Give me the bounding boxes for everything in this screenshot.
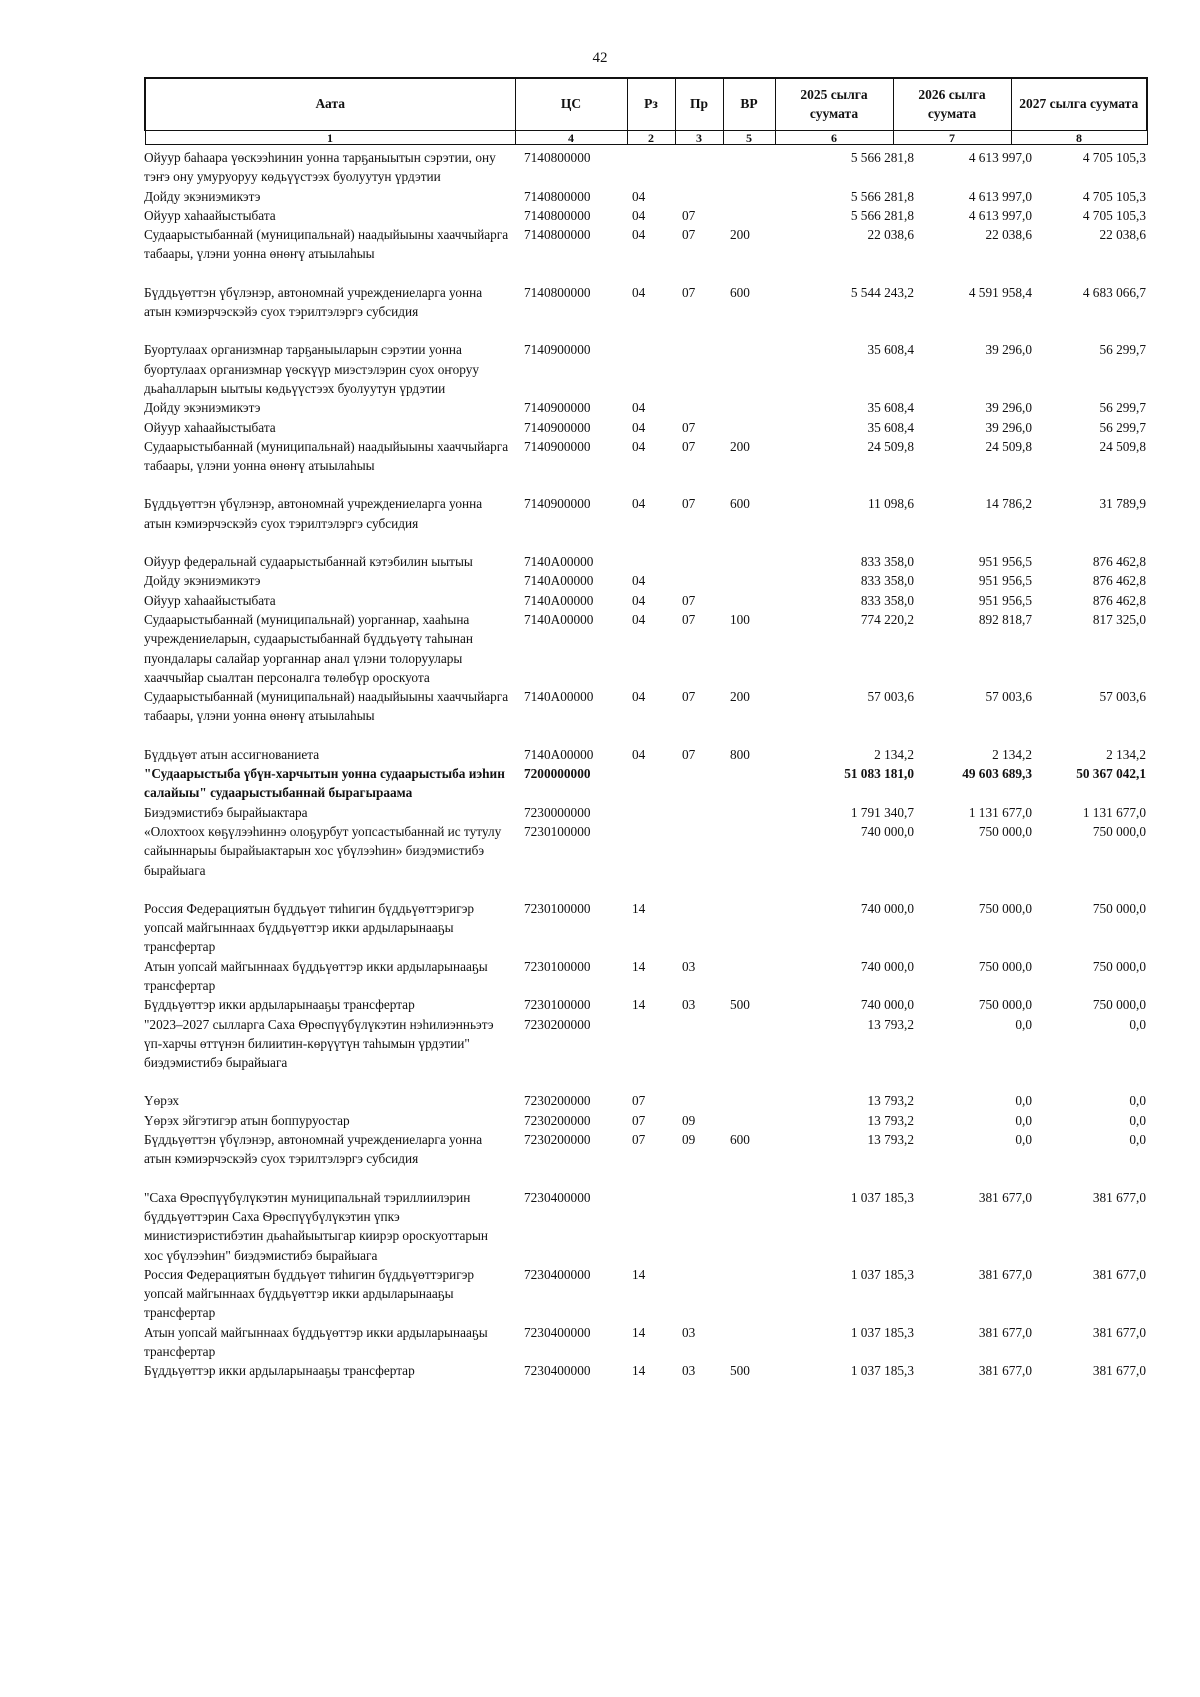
row-name: Россия Федерациятын бүддьүѳт тиһигин бүддьүѳттэригэр уопсай майгыннаах бүддьүѳттэр икки ардыларынааҕы трансфертар [144,1266,475,1321]
row-amount-2025: 13 793,2 [867,1112,914,1128]
row-cs: 7230400000 [524,1363,591,1379]
row-amount-2026: 14 786,2 [985,496,1032,512]
row-amount-2026: 0,0 [1015,1132,1032,1148]
row-amount-2026: 1 131 677,0 [968,804,1032,820]
row-pr: 03 [682,1324,696,1340]
column-header-2027: 2027 сылга суумата [1011,78,1147,131]
row-name: Ойуур баһаара үөскээһинин уонна тарҕаныытын сэрэтии, ону тэҥэ ону умуруоруу кѳдьүүстээх буолуутун үрдэтии [144,150,496,185]
row-cs: 7140800000 [524,207,591,223]
table-row [144,571,1146,590]
table-row [144,610,1146,687]
row-amount-2025: 13 793,2 [867,1016,914,1032]
table-row [144,494,1146,533]
row-pr: 07 [682,611,696,627]
row-name: Бүддьүѳттэн үбүлэнэр, автономнай учреждениеларга уонна атын кэмиэрчэскэйэ суох тэрилтэлэргэ субсидия [144,1132,483,1167]
row-name: Судаарыстыбаннай (муниципальнай) наадыйыыны хааччыйарга табаары, үлэни уонна ѳнѳҥү атыылаһыы [144,227,509,262]
row-vr: 800 [730,746,750,762]
row-amount-2026: 0,0 [1015,1093,1032,1109]
row-cs: 7230200000 [524,1132,591,1148]
table-row [144,899,1146,957]
row-vr: 500 [730,1363,750,1379]
row-cs: 7230100000 [524,900,591,916]
row-vr: 200 [730,689,750,705]
row-cs: 7140900000 [524,342,591,358]
row-cs: 7140А00000 [524,592,594,608]
table-row [144,206,1146,225]
column-header-2025: 2025 сылга суумата [775,78,893,131]
row-amount-2025: 833 358,0 [860,554,914,570]
row-cs: 7230400000 [524,1189,591,1205]
row-cs: 7140А00000 [524,611,594,627]
row-amount-2027: 381 677,0 [1092,1266,1146,1282]
row-pr: 07 [682,689,696,705]
row-cs: 7230200000 [524,1093,591,1109]
row-rz: 14 [632,1363,646,1379]
row-cs: 7230200000 [524,1112,591,1128]
row-amount-2025: 5 544 243,2 [850,284,914,300]
row-amount-2026: 0,0 [1015,1112,1032,1128]
table-row [144,1323,1146,1362]
row-cs: 7140А00000 [524,746,594,762]
row-amount-2027: 2 134,2 [1106,746,1146,762]
row-name: Дойду экэниэмикэтэ [144,573,261,589]
row-name: «Олохтоох кѳҕүлээһиннэ олоҕурбут уопсастыбаннай ис тутулу сайыннарыы бырайыактарын хос үбүлээһин» биэдэмистибэ бырайыага [144,823,502,878]
row-amount-2025: 24 509,8 [867,438,914,454]
row-pr: 07 [682,746,696,762]
row-rz: 04 [632,689,646,705]
row-amount-2026: 381 677,0 [978,1189,1032,1205]
row-name: "Саха Ѳрѳспүүбүлүкэтин муниципальнай тэриллиилэрин бүддьүѳттэрин Саха Ѳрѳспүүбүлүкэтин үпкэ министиэристибэтин дьаһайыытыгар киирэр ороскуоттарын хос үбүлээһин" биэдэмистибэ бырайыага [144,1189,489,1263]
row-amount-2025: 13 793,2 [867,1132,914,1148]
row-name: Ойуур федеральнай судаарыстыбаннай кэтэбилин ыытыы [144,554,473,570]
table-row [144,340,1146,398]
row-pr: 07 [682,207,696,223]
row-amount-2026: 951 956,5 [978,554,1032,570]
row-amount-2026: 951 956,5 [978,573,1032,589]
row-name: Бүддьүѳттэн үбүлэнэр, автономнай учреждениеларга уонна атын кэмиэрчэскэйэ суох тэрилтэлэргэ субсидия [144,496,483,531]
row-amount-2025: 51 083 181,0 [844,766,914,782]
page-number: 42 [592,50,608,66]
row-name: Бүддьүѳт атын ассигнованиета [144,746,320,762]
row-name: Ойуур хаһаайыстыбата [144,419,276,435]
row-vr: 600 [730,1132,750,1148]
row-amount-2027: 750 000,0 [1092,997,1146,1013]
row-amount-2025: 740 000,0 [860,823,914,839]
row-name: Буортулаах организмнар тарҕаныыларын сэрэтии уонна буортулаах организмнар үѳскүүр миэстэлэрин суох оҥоруу дьаһалларын ыытыы кѳдьүүстээх буолуутун үрдэтии [144,342,480,396]
row-amount-2025: 5 566 281,8 [850,150,914,165]
row-cs: 7140800000 [524,188,591,204]
row-amount-2026: 4 613 997,0 [968,207,1032,223]
row-name: "2023–2027 сылларга Саха Ѳрѳспүүбүлүкэтин нэһилиэнньэтэ үп-харчы өттүнэн билиитин-көрүүтүн таһымын үрдэтии" биэдэмистибэ бырайыага [144,1016,494,1071]
row-cs: 7230100000 [524,958,591,974]
column-header-pr: Пр [675,78,723,131]
table-row [144,1130,1146,1169]
row-rz: 04 [632,207,646,223]
row-amount-2027: 876 462,8 [1092,573,1146,589]
row-rz: 04 [632,188,646,204]
row-rz: 04 [632,573,646,589]
budget-table-header [144,77,1148,145]
row-amount-2026: 750 000,0 [978,997,1032,1013]
row-cs: 7140900000 [524,419,591,435]
row-cs: 7140900000 [524,400,591,416]
row-amount-2026: 39 296,0 [985,342,1032,358]
column-number-cs: 4 [515,131,627,145]
row-amount-2026: 4 591 958,4 [968,284,1032,300]
budget-table-body [144,148,1146,1381]
row-amount-2025: 740 000,0 [860,997,914,1013]
table-row [144,187,1146,206]
row-cs: 7140900000 [524,438,591,454]
row-amount-2026: 750 000,0 [978,823,1032,839]
row-cs: 7140А00000 [524,554,594,570]
row-rz: 07 [632,1132,646,1148]
row-pr: 07 [682,284,696,300]
row-rz: 14 [632,1324,646,1340]
row-amount-2025: 1 791 340,7 [850,804,914,820]
row-vr: 600 [730,496,750,512]
row-name: Судаарыстыбаннай (муниципальнай) наадыйыыны хааччыйарга табаары, үлэни уонна ѳнѳҥү атыылаһыы [144,438,509,474]
table-row [144,283,1146,322]
row-amount-2027: 56 299,7 [1099,419,1146,435]
row-rz: 14 [632,997,646,1013]
row-amount-2025: 833 358,0 [860,573,914,589]
row-amount-2025: 2 134,2 [874,746,914,762]
row-name: "Судаарыстыба үбүн-харчытын уонна судаарыстыба иэһин салайыы" судаарыстыбаннай бырагыраама [144,766,505,801]
table-row [144,1015,1146,1073]
table-row [144,1361,1146,1380]
row-cs: 7140900000 [524,496,591,512]
row-name: Биэдэмистибэ бырайыактара [144,804,308,820]
row-amount-2026: 57 003,6 [985,689,1032,705]
table-row [144,995,1146,1014]
row-amount-2025: 740 000,0 [860,900,914,916]
row-name: Үѳрэх эйгэтигэр атын боппуруостар [144,1112,350,1128]
row-amount-2027: 50 367 042,1 [1076,766,1146,782]
table-row [144,591,1146,610]
row-name: Дойду экэниэмикэтэ [144,188,261,204]
table-row [144,148,1146,187]
row-amount-2027: 56 299,7 [1099,342,1146,358]
row-pr: 07 [682,227,696,243]
row-amount-2025: 35 608,4 [867,419,914,435]
row-amount-2027: 4 705 105,3 [1082,188,1146,204]
row-amount-2026: 2 134,2 [992,746,1032,762]
row-amount-2027: 1 131 677,0 [1082,804,1146,820]
row-amount-2027: 57 003,6 [1099,689,1146,705]
row-amount-2025: 5 566 281,8 [850,188,914,204]
row-cs: 7140А00000 [524,689,594,705]
row-cs: 7140800000 [524,227,591,243]
table-row [144,957,1146,996]
row-pr: 03 [682,958,696,974]
row-pr: 09 [682,1132,696,1148]
row-amount-2027: 4 705 105,3 [1082,207,1146,223]
column-header-2026: 2026 сылга суумата [893,78,1011,131]
row-pr: 07 [682,419,696,435]
row-amount-2026: 49 603 689,3 [962,766,1032,782]
row-amount-2026: 381 677,0 [978,1266,1032,1282]
row-name: Ойуур хаһаайыстыбата [144,592,276,608]
row-amount-2025: 11 098,6 [867,496,914,512]
column-number-2026: 7 [893,131,1011,145]
row-amount-2026: 4 613 997,0 [968,150,1032,165]
row-name: Дойду экэниэмикэтэ [144,400,261,416]
row-vr: 100 [730,611,750,627]
column-number-name: 1 [145,131,515,145]
table-row [144,398,1146,417]
table-row [144,803,1146,822]
row-amount-2027: 22 038,6 [1099,227,1146,243]
row-pr: 09 [682,1112,696,1128]
column-number-2025: 6 [775,131,893,145]
row-amount-2025: 5 566 281,8 [850,207,914,223]
row-amount-2027: 750 000,0 [1092,900,1146,916]
row-cs: 7230100000 [524,997,591,1013]
row-amount-2027: 0,0 [1129,1112,1146,1128]
row-cs: 7230400000 [524,1266,591,1282]
row-cs: 7230400000 [524,1324,591,1340]
row-cs: 7200000000 [524,766,591,782]
row-amount-2025: 57 003,6 [867,689,914,705]
row-amount-2025: 13 793,2 [867,1093,914,1109]
row-amount-2027: 381 677,0 [1092,1363,1146,1379]
row-amount-2027: 817 325,0 [1092,611,1146,627]
column-header-name: Аата [145,78,515,131]
row-cs: 7230100000 [524,823,591,839]
row-amount-2025: 1 037 185,3 [850,1363,914,1379]
row-pr: 07 [682,496,696,512]
row-amount-2025: 35 608,4 [867,400,914,416]
row-amount-2025: 1 037 185,3 [850,1324,914,1340]
row-amount-2027: 0,0 [1129,1132,1146,1148]
row-pr: 03 [682,997,696,1013]
row-amount-2026: 4 613 997,0 [968,188,1032,204]
row-name: Бүддьүѳттэн үбүлэнэр, автономнай учреждениеларга уонна атын кэмиэрчэскэйэ суох тэрилтэлэргэ субсидия [144,284,483,320]
table-row [144,1111,1146,1130]
row-amount-2025: 1 037 185,3 [850,1266,914,1282]
column-number-vr: 5 [723,131,775,145]
row-name: Россия Федерациятын бүддьүѳт тиһигин бүддьүѳттэригэр уопсай майгыннаах бүддьүѳттэр икки ардыларынааҕы трансфертар [144,900,475,955]
table-row [144,1265,1146,1323]
table-row [144,1188,1146,1265]
row-rz: 04 [632,438,646,454]
table-row [144,764,1146,803]
column-number-pr: 3 [675,131,723,145]
row-rz: 04 [632,746,646,762]
row-rz: 04 [632,592,646,608]
table-row [144,552,1146,571]
row-cs: 7140800000 [524,284,591,300]
row-amount-2025: 740 000,0 [860,958,914,974]
row-name: Бүддьүѳттэр икки ардыларынааҕы трансфертар [144,997,415,1013]
row-vr: 200 [730,227,750,243]
row-amount-2027: 381 677,0 [1092,1189,1146,1205]
row-pr: 07 [682,592,696,608]
row-amount-2027: 0,0 [1129,1016,1146,1032]
row-amount-2026: 22 038,6 [985,227,1032,243]
row-amount-2027: 876 462,8 [1092,592,1146,608]
row-rz: 04 [632,227,646,243]
row-name: Атын уопсай майгыннаах бүддьүѳттэр икки ардыларынааҕы трансфертар [144,958,488,993]
row-amount-2027: 876 462,8 [1092,554,1146,570]
column-header-vr: ВР [723,78,775,131]
row-amount-2027: 750 000,0 [1092,958,1146,974]
row-amount-2026: 381 677,0 [978,1363,1032,1379]
column-number-2027: 8 [1011,131,1147,145]
row-amount-2026: 892 818,7 [978,611,1032,627]
row-amount-2027: 750 000,0 [1092,823,1146,839]
table-row [144,437,1146,476]
row-name: Үѳрэх [144,1093,180,1109]
row-name: Судаарыстыбаннай (муниципальнай) уорганнар, хааһына учреждениеларын, судаарыстыбаннай бүддьүѳтү таһынан пуондалары салайар уорганнар анал үлэни толоруулары хааччыйар сыалтан персоналга тѳлѳбүр ороскуота [144,611,474,685]
row-name: Ойуур хаһаайыстыбата [144,207,276,223]
row-amount-2027: 24 509,8 [1099,438,1146,454]
row-name: Судаарыстыбаннай (муниципальнай) наадыйыыны хааччыйарга табаары, үлэни уонна ѳнѳҥү атыылаһыы [144,689,509,724]
row-rz: 14 [632,900,646,916]
row-amount-2025: 35 608,4 [867,342,914,358]
row-pr: 03 [682,1363,696,1379]
column-header-rz: Рз [627,78,675,131]
row-amount-2026: 951 956,5 [978,592,1032,608]
row-cs: 7230000000 [524,804,591,820]
row-rz: 04 [632,284,646,300]
row-pr: 07 [682,438,696,454]
row-vr: 600 [730,284,750,300]
row-cs: 7140800000 [524,150,591,165]
row-amount-2025: 833 358,0 [860,592,914,608]
table-row [144,225,1146,264]
table-row [144,822,1146,880]
row-rz: 04 [632,611,646,627]
row-cs: 7140А00000 [524,573,594,589]
row-amount-2026: 39 296,0 [985,419,1032,435]
table-row [144,1091,1146,1110]
row-amount-2025: 774 220,2 [860,611,914,627]
table-row [144,418,1146,437]
row-amount-2027: 4 683 066,7 [1082,284,1146,300]
row-amount-2027: 0,0 [1129,1093,1146,1109]
row-amount-2026: 750 000,0 [978,900,1032,916]
row-amount-2026: 24 509,8 [985,438,1032,454]
row-amount-2025: 1 037 185,3 [850,1189,914,1205]
row-amount-2027: 381 677,0 [1092,1324,1146,1340]
row-rz: 04 [632,496,646,512]
row-name: Атын уопсай майгыннаах бүддьүѳттэр икки ардыларынааҕы трансфертар [144,1324,488,1360]
column-number-rz: 2 [627,131,675,145]
row-amount-2026: 39 296,0 [985,400,1032,416]
row-rz: 07 [632,1093,646,1109]
row-rz: 14 [632,1266,646,1282]
row-amount-2027: 56 299,7 [1099,400,1146,416]
row-amount-2026: 0,0 [1015,1016,1032,1032]
row-name: Бүддьүѳттэр икки ардыларынааҕы трансфертар [144,1363,415,1379]
table-row [144,745,1146,764]
row-cs: 7230200000 [524,1016,591,1032]
row-vr: 200 [730,438,750,454]
row-amount-2026: 381 677,0 [978,1324,1032,1340]
row-rz: 04 [632,419,646,435]
table-row [144,687,1146,726]
row-amount-2026: 750 000,0 [978,958,1032,974]
row-rz: 14 [632,958,646,974]
row-amount-2027: 4 705 105,3 [1082,150,1146,165]
column-header-cs: ЦС [515,78,627,131]
row-rz: 04 [632,400,646,416]
row-amount-2027: 31 789,9 [1099,496,1146,512]
row-rz: 07 [632,1112,646,1128]
row-vr: 500 [730,997,750,1013]
row-amount-2025: 22 038,6 [867,227,914,243]
